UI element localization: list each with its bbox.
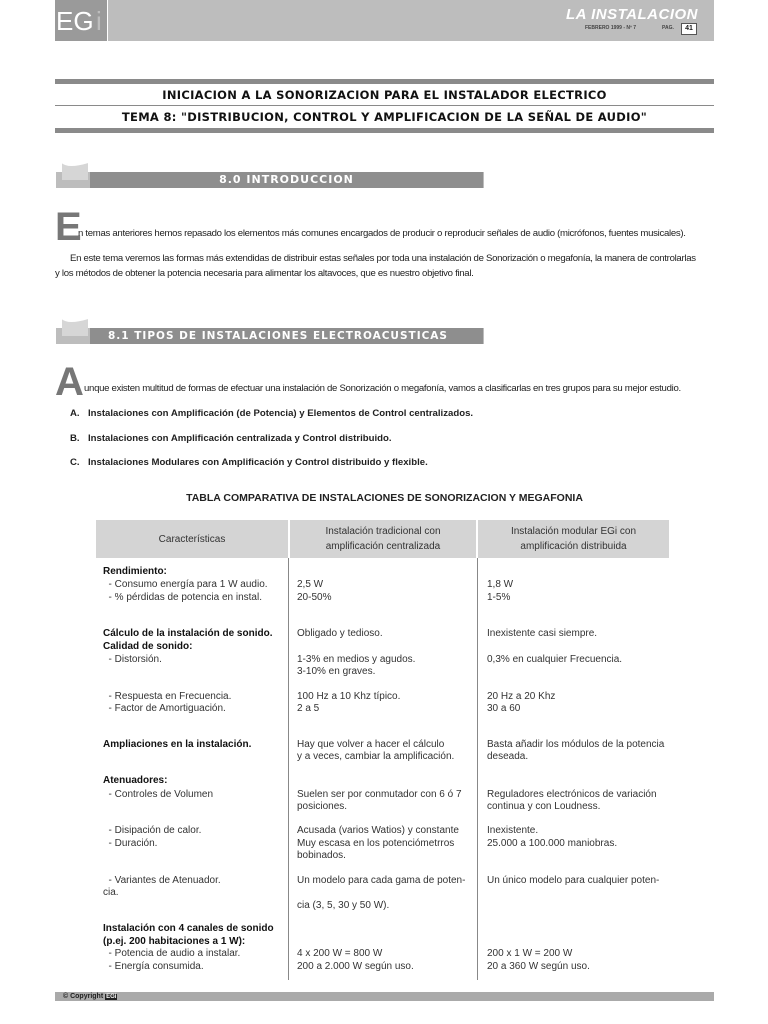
table-cell-traditional: 4 x 200 W = 800 W — [297, 948, 383, 959]
table-cell-traditional: posiciones. — [297, 801, 348, 812]
list-letter-a: A. — [70, 408, 80, 419]
table-cell-traditional: Hay que volver a hacer el cálculo — [297, 739, 445, 750]
table-cell-modular: Inexistente. — [487, 825, 539, 836]
table-cell-modular: 25.000 a 100.000 maniobras. — [487, 838, 618, 849]
table-cell-characteristic: Rendimiento: — [103, 566, 167, 577]
table-cell-traditional: y a veces, cambiar la amplificación. — [297, 751, 455, 762]
table-cell-characteristic: cia. — [103, 887, 119, 898]
table-header-modular: Instalación modular EGi con amplificación distribuida — [478, 520, 669, 558]
section-title-types: 8.1 TIPOS DE INSTALACIONES ELECTROACUSTICAS — [90, 328, 483, 344]
table-cell-traditional: 1-3% en medios y agudos. — [297, 654, 416, 665]
title-rule-mid — [55, 105, 714, 106]
title-rule-bottom — [55, 128, 714, 133]
section-corner-icon — [60, 158, 90, 182]
table-cell-characteristic: - Distorsión. — [103, 654, 162, 665]
table-cell-characteristic: - Consumo energía para 1 W audio. — [103, 579, 268, 590]
footer-logo-i: i — [114, 994, 117, 1000]
table-cell-traditional: bobinados. — [297, 850, 346, 861]
table-cell-characteristic: - Factor de Amortiguación. — [103, 703, 226, 714]
header-logo-i: i — [96, 6, 102, 36]
title-rule-top — [55, 79, 714, 84]
table-cell-traditional: Acusada (varios Watios) y constante — [297, 825, 459, 836]
list-item-a: Instalaciones con Amplificación (de Potencia) y Elementos de Control centralizados. — [88, 408, 474, 419]
header-page-label: PAG. — [662, 25, 674, 31]
table-cell-characteristic: - Respuesta en Frecuencia. — [103, 691, 232, 702]
table-cell-traditional: 100 Hz a 10 Khz típico. — [297, 691, 401, 702]
list-item-c: Instalaciones Modulares con Amplificación y Control distribuido y flexible. — [88, 457, 428, 468]
table-cell-characteristic: Ampliaciones en la instalación. — [103, 739, 252, 750]
header-title: LA INSTALACION — [566, 6, 698, 23]
table-cell-modular: 20 Hz a 20 Khz — [487, 691, 556, 702]
table-cell-modular: Un único modelo para cualquier poten- — [487, 875, 660, 886]
table-cell-characteristic: - Energía consumida. — [103, 961, 204, 972]
table-cell-traditional: Obligado y tedioso. — [297, 628, 383, 639]
table-cell-characteristic: Cálculo de la instalación de sonido. — [103, 628, 273, 639]
drop-cap-a: A — [55, 360, 84, 404]
table-cell-modular: Basta añadir los módulos de la potencia — [487, 739, 665, 750]
table-cell-characteristic: - Duración. — [103, 838, 158, 849]
table-cell-traditional: Muy escasa en los potenciómetrros — [297, 838, 455, 849]
intro-paragraph-1: n temas anteriores hemos repasado los elementos más comunes encargados de producir o reproducir señales de audio (micrófonos, fuentes musicales). — [78, 228, 686, 239]
table-cell-characteristic: - Controles de Volumen — [103, 789, 214, 800]
table-header-traditional: Instalación tradicional con amplificación centralizada — [290, 520, 476, 558]
table-cell-characteristic: Instalación con 4 canales de sonido — [103, 923, 274, 934]
table-cell-characteristic: Atenuadores: — [103, 775, 168, 786]
doc-subtitle: TEMA 8: "DISTRIBUCION, CONTROL Y AMPLIFICACION DE LA SEÑAL DE AUDIO" — [121, 110, 648, 124]
table-cell-traditional: Un modelo para cada gama de poten- — [297, 875, 466, 886]
section-corner-icon-2 — [60, 314, 90, 338]
header-page-number: 41 — [681, 23, 697, 35]
footer-bar — [55, 992, 714, 1001]
intro-paragraph-2a: En este tema veremos las formas más extendidas de distribuir estas señales por toda una instalación de Sonorización o megafonía, la manera de controlarlas — [70, 253, 696, 264]
table-cell-characteristic: - Variantes de Atenuador. — [103, 875, 221, 886]
table-header-characteristics: Características — [96, 520, 288, 558]
table-cell-traditional: 20-50% — [297, 592, 332, 603]
table-cell-modular: Inexistente casi siempre. — [487, 628, 598, 639]
footer-logo — [105, 994, 117, 1000]
table-cell-traditional: 200 a 2.000 W según uso. — [297, 961, 414, 972]
table-cell-modular: 1-5% — [487, 592, 511, 603]
table-cell-traditional: 2 a 5 — [297, 703, 320, 714]
types-paragraph: unque existen multitud de formas de efectuar una instalación de Sonorización o megafonía, vamos a clasificarlas en tres grupos para su mejor estudio. — [84, 383, 681, 394]
intro-paragraph-2b: y los métodos de obtener la potencia necesaria para alimentar los altavoces, que es nuestro objetivo final. — [55, 268, 474, 279]
table-cell-traditional: Suelen ser por conmutador con 6 ó 7 — [297, 789, 462, 800]
header-meta: FEBRERO 1999 - Nº 7 — [585, 25, 637, 31]
table-cell-modular: 200 x 1 W = 200 W — [487, 948, 573, 959]
table-cell-modular: deseada. — [487, 751, 529, 762]
table-cell-modular: 20 a 360 W según uso. — [487, 961, 590, 972]
table-cell-characteristic: - Disipación de calor. — [103, 825, 202, 836]
table-divider-1 — [288, 558, 289, 980]
table-cell-characteristic: Calidad de sonido: — [103, 641, 193, 652]
table-cell-modular: 1,8 W — [487, 579, 514, 590]
copyright-text: © Copyright — [63, 993, 104, 1000]
table-divider-2 — [477, 558, 478, 980]
drop-cap-e: E — [55, 205, 82, 249]
list-letter-c: C. — [70, 457, 80, 468]
list-item-b: Instalaciones con Amplificación centralizada y Control distribuido. — [88, 433, 392, 444]
list-letter-b: B. — [70, 433, 80, 444]
table-cell-characteristic: - Potencia de audio a instalar. — [103, 948, 241, 959]
table-cell-modular: Reguladores electrónicos de variación — [487, 789, 657, 800]
table-title: TABLA COMPARATIVA DE INSTALACIONES DE SONORIZACION Y MEGAFONIA — [186, 492, 583, 504]
footer-logo-eg: EG — [106, 994, 115, 1000]
table-cell-modular: 30 a 60 — [487, 703, 521, 714]
header-logo: EG — [56, 6, 94, 36]
doc-title: INICIACION A LA SONORIZACION PARA EL INSTALADOR ELECTRICO — [162, 88, 607, 102]
table-cell-characteristic: (p.ej. 200 habitaciones a 1 W): — [103, 936, 246, 947]
table-cell-modular: continua y con Loudness. — [487, 801, 601, 812]
table-cell-traditional: cia (3, 5, 30 y 50 W). — [297, 900, 390, 911]
table-cell-traditional: 2,5 W — [297, 579, 324, 590]
section-title-intro: 8.0 INTRODUCCION — [90, 172, 483, 188]
table-cell-traditional: 3-10% en graves. — [297, 666, 376, 677]
footer-copyright — [63, 993, 117, 1000]
table-cell-characteristic: - % pérdidas de potencia en instal. — [103, 592, 262, 603]
table-cell-modular: 0,3% en cualquier Frecuencia. — [487, 654, 623, 665]
